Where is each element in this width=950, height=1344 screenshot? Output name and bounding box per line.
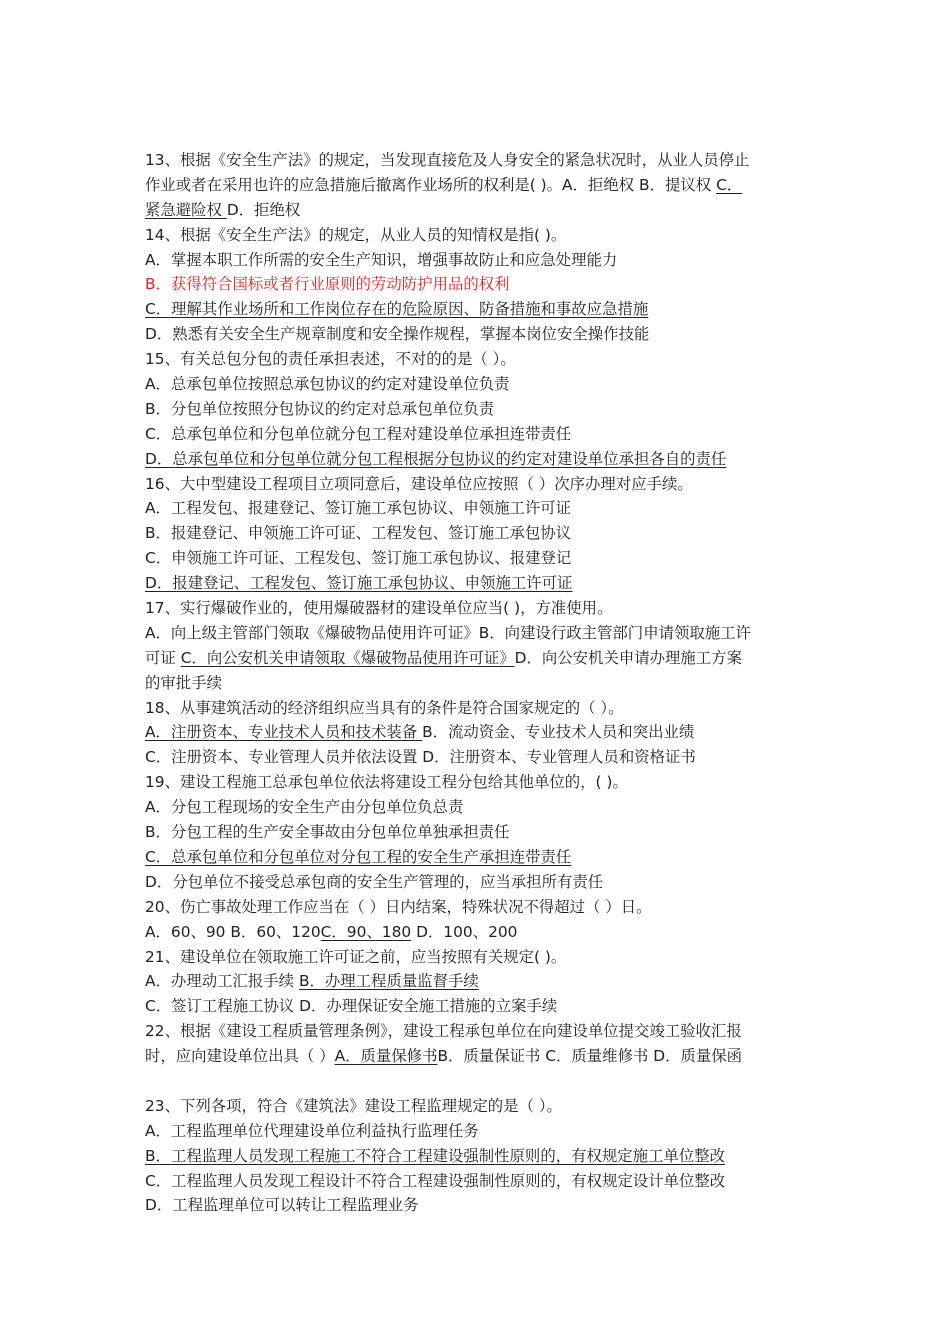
q15-option-a: A．总承包单位按照总承包协议的约定对建设单位负责 xyxy=(145,375,510,394)
q16-option-c: C．申领施工许可证、工程发包、签订施工承包协议、报建登记 xyxy=(145,549,572,568)
q14-stem: 14、根据《安全生产法》的规定，从业人员的知情权是指( )。 xyxy=(145,225,567,244)
q18-options-line-1 xyxy=(145,720,813,745)
q21-stem: 21、建设单位在领取施工许可证之前，应当按照有关规定( )。 xyxy=(145,947,567,966)
q13-options-text: 作业或者在采用也许的应急措施后撤离作业场所的权利是( )。A．拒绝权 B．提议权 xyxy=(145,175,717,194)
q23-option-d: D．工程监理单位可以转让工程监理业务 xyxy=(145,1196,419,1215)
q16-option-b: B．报建登记、申领施工许可证、工程发包、签订施工承包协议 xyxy=(145,524,572,543)
q23-option-b-answer xyxy=(145,1144,813,1169)
q17-text: 可证 xyxy=(145,648,181,667)
q20-options-ab: A．60、90 B．60、120 xyxy=(145,922,321,941)
q13-option-d: D．拒绝权 xyxy=(226,200,301,219)
q23-option-c: C．工程监理人员发现工程设计不符合工程建设强制性原则的，有权规定设计单位整改 xyxy=(145,1171,726,1190)
q22-answer: A．质量保修书 xyxy=(334,1047,438,1066)
q20-options xyxy=(145,920,813,945)
q22-text: 时，应向建设单位出具（ ） xyxy=(145,1047,335,1066)
q17-option-d: D．向公安机关申请办理施工方案 xyxy=(514,648,742,667)
q17-options-line-1: A．向上级主管部门领取《爆破物品使用许可证》B．向建设行政主管部门申请领取施工许 xyxy=(145,623,751,642)
q14-option-b: B．获得符合国标或者行业原则的劳动防护用品的权利 xyxy=(145,275,510,294)
q16-option-d-answer xyxy=(145,571,813,596)
q19-option-b: B．分包工程的生产安全事故由分包单位单独承担责任 xyxy=(145,823,510,842)
q15-option-d-answer xyxy=(145,447,813,472)
q13-stem-line-3 xyxy=(145,198,813,223)
q22-stem-line-2 xyxy=(145,1044,813,1069)
q14-option-d: D．熟悉有关安全生产规章制度和安全操作规程，掌握本岗位安全操作技能 xyxy=(145,325,650,344)
q20-answer: C．90、180 xyxy=(320,922,412,941)
q15-answer-text: D．总承包单位和分包单位就分包工程根据分包协议的约定对建设单位承担各自的责任 xyxy=(145,449,727,468)
q18-stem: 18、从事建筑活动的经济组织应当具有的条件是符合国家规定的（ ）。 xyxy=(145,698,624,717)
q17-stem: 17、实行爆破作业的，使用爆破器材的建设单位应当( )，方准使用。 xyxy=(145,599,613,618)
q21-options-line-1 xyxy=(145,969,813,994)
q18-answer: A．注册资本、专业技术人员和技术装备 xyxy=(145,723,423,742)
q13-answer-part-2: 紧急避险权 xyxy=(145,200,227,219)
q17-answer: C．向公安机关申请领取《爆破物品使用许可证》 xyxy=(180,648,515,667)
q18-option-b: B．流动资金、专业技术人员和突出业绩 xyxy=(422,723,695,742)
q19-stem: 19、建设工程施工总承包单位依法将建设工程分包给其他单位的，( )。 xyxy=(145,773,628,792)
q13-answer-part-1: C． xyxy=(716,175,743,194)
q16-stem: 16、大中型建设工程项目立项同意后，建设单位应按照（ ）次序办理对应手续。 xyxy=(145,474,693,493)
q16-option-a: A．工程发包、报建登记、签订施工承包协议、申领施工许可证 xyxy=(145,499,572,518)
q17-options-line-2 xyxy=(145,646,813,671)
q22-stem-line-1: 22、根据《建设工程质量管理条例》，建设工程承包单位在向建设单位提交竣工验收汇报 xyxy=(145,1022,742,1041)
q19-option-d: D．分包单位不接受总承包商的安全生产管理的，应当承担所有责任 xyxy=(145,872,604,891)
q14-option-c-answer xyxy=(145,297,813,322)
question-list xyxy=(145,148,813,1218)
q21-answer: B．办理工程质量监督手续 xyxy=(298,972,479,991)
q22-options-bcd: B．质量保证书 C．质量维修书 D．质量保函 xyxy=(437,1047,743,1066)
q15-stem: 15、有关总包分包的责任承担表述，不对的的是（ ）。 xyxy=(145,350,516,369)
q23-option-a: A．工程监理单位代理建设单位利益执行监理任务 xyxy=(145,1121,479,1140)
q21-options-line-2: C．签订工程施工协议 D．办理保证安全施工措施的立案手续 xyxy=(145,997,558,1016)
q13-stem-line-2 xyxy=(145,173,813,198)
q23-stem: 23、下列各项，符合《建筑法》建设工程监理规定的是（ ）。 xyxy=(145,1096,562,1115)
q16-answer-text: D．报建登记、工程发包、签订施工承包协议、申领施工许可证 xyxy=(145,574,573,593)
q23-answer-text: B．工程监理人员发现工程施工不符合工程建设强制性原则的，有权规定施工单位整改 xyxy=(145,1146,726,1165)
q20-option-d: D．100、200 xyxy=(411,922,518,941)
blank-line xyxy=(145,1069,813,1094)
q19-answer-text: C．总承包单位和分包单位对分包工程的安全生产承担连带责任 xyxy=(145,847,572,866)
q15-option-c: C．总承包单位和分包单位就分包工程对建设单位承担连带责任 xyxy=(145,424,572,443)
q13-stem-line-1: 13、根据《安全生产法》的规定，当发现直接危及人身安全的紧急状况时，从业人员停止 xyxy=(145,151,750,169)
q19-option-a: A．分包工程现场的安全生产由分包单位负总责 xyxy=(145,798,464,817)
q14-answer-text: C．理解其作业场所和工作岗位存在的危险原因、防备措施和事故应急措施 xyxy=(145,300,649,319)
q19-option-c-answer xyxy=(145,845,813,870)
q15-option-b: B．分包单位按照分包协议的约定对总承包单位负责 xyxy=(145,399,495,418)
q14-option-a: A．掌握本职工作所需的安全生产知识，增强事故防止和应急处理能力 xyxy=(145,250,618,269)
q21-option-a: A．办理动工汇报手续 xyxy=(145,972,299,991)
q17-options-line-3: 的审批手续 xyxy=(145,673,222,692)
q20-stem: 20、伤亡事故处理工作应当在（ ）日内结案，特殊状况不得超过（ ）日。 xyxy=(145,897,652,916)
q18-options-line-2: C．注册资本、专业管理人员并依法设置 D．注册资本、专业管理人员和资格证书 xyxy=(145,748,696,767)
